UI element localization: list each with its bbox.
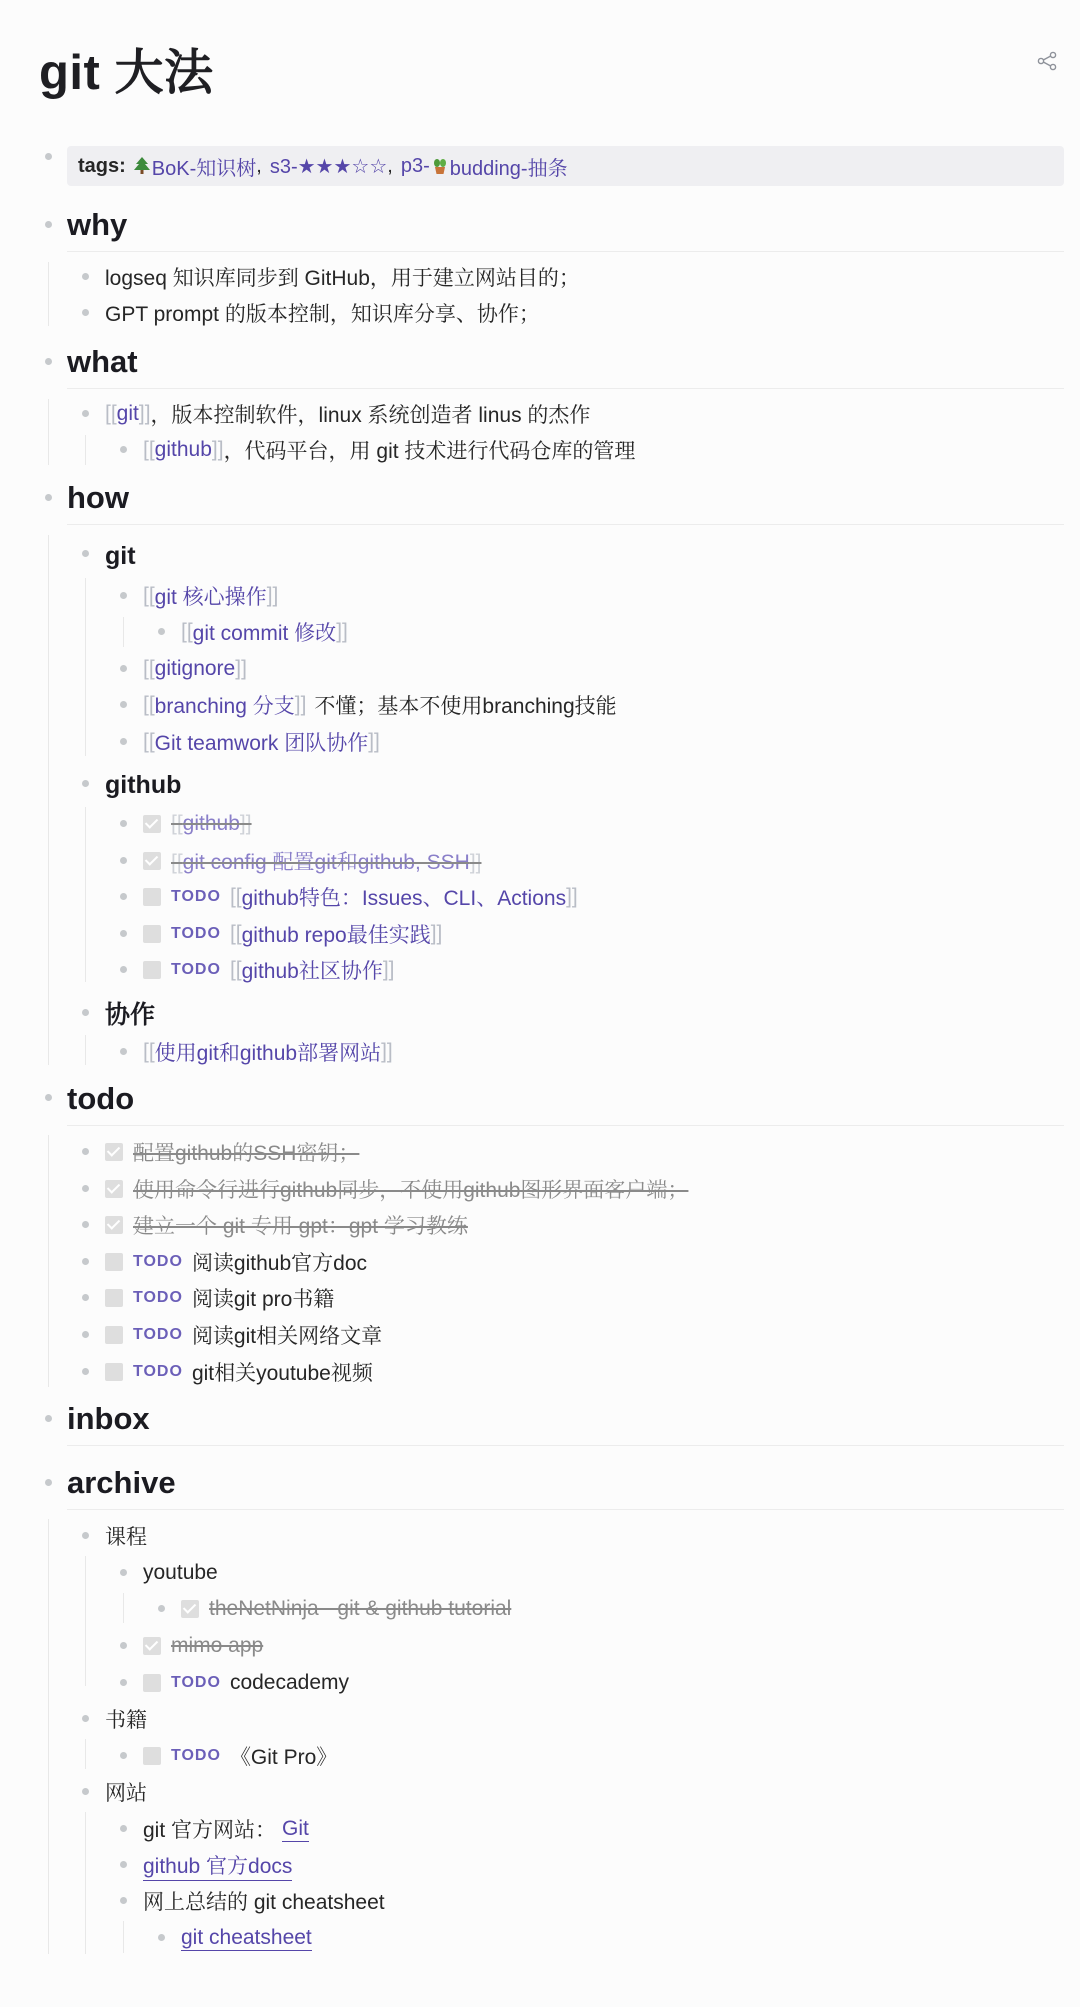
- bullet[interactable]: [120, 1752, 127, 1759]
- archive-official-site: [143, 1813, 309, 1845]
- link-bracket-close: ]]: [430, 922, 443, 945]
- graph-view-icon[interactable]: [1036, 50, 1058, 72]
- gitignore-block: [143, 653, 247, 685]
- done-text[interactable]: mimo app: [171, 1634, 264, 1657]
- link-bracket-close: ]]: [294, 693, 307, 716]
- link-bracket-open: [[: [229, 885, 242, 908]
- checkbox-checked[interactable]: [143, 1637, 161, 1655]
- checkbox[interactable]: [105, 1253, 123, 1271]
- external-link-cheatsheet[interactable]: git cheatsheet: [181, 1925, 312, 1949]
- page-link-git-commit[interactable]: git commit 修改: [192, 622, 337, 645]
- todo-text[interactable]: 阅读git相关网络文章: [191, 1325, 383, 1348]
- done-text[interactable]: theNetNinja - git & github tutorial: [209, 1597, 512, 1620]
- page-title[interactable]: git 大法: [39, 46, 214, 100]
- what-git-text: ，版本控制软件，linux 系统创造者 linus 的杰作: [150, 404, 591, 427]
- heading-what[interactable]: what: [67, 344, 138, 379]
- archive-gitpro: [143, 1740, 337, 1772]
- git-core-block: [143, 580, 278, 612]
- page-link-gitignore[interactable]: gitignore: [154, 657, 236, 680]
- tree-emoji-icon: [134, 157, 150, 175]
- link-bracket-close: ]]: [368, 730, 380, 753]
- bullet[interactable]: [120, 1642, 127, 1649]
- todo-item-4: [105, 1356, 373, 1388]
- bullet[interactable]: [82, 1294, 89, 1301]
- link-bracket-close: ]]: [138, 402, 151, 425]
- bullet[interactable]: [120, 930, 127, 937]
- children-guide: [48, 262, 49, 326]
- link-bracket-close: ]]: [381, 1040, 393, 1063]
- children-guide: [48, 1135, 49, 1387]
- bullet[interactable]: [158, 1605, 165, 1612]
- todo-text[interactable]: 阅读github官方doc: [191, 1252, 368, 1275]
- bullet[interactable]: [120, 592, 127, 599]
- archive-codecademy: [143, 1667, 349, 1699]
- external-link-git[interactable]: Git: [282, 1816, 309, 1840]
- page-link-github-features[interactable]: github特色：Issues、CLI、Actions: [241, 887, 567, 910]
- bullet[interactable]: [82, 1221, 89, 1228]
- why-item-1[interactable]: logseq 知识库同步到 GitHub，用于建立网站目的；: [105, 267, 580, 290]
- page-link-git[interactable]: git: [116, 402, 139, 425]
- bullet[interactable]: [120, 820, 127, 827]
- bullet[interactable]: [82, 1148, 89, 1155]
- page-link-github[interactable]: github: [154, 438, 212, 461]
- tag-bok[interactable]: BoK-知识树: [151, 157, 257, 180]
- heading-how-git[interactable]: git: [105, 541, 136, 570]
- github-done-2: [143, 845, 481, 877]
- bullet[interactable]: [120, 1897, 127, 1904]
- archive-books[interactable]: 书籍: [105, 1709, 147, 1732]
- todo-marker[interactable]: TODO: [171, 888, 221, 905]
- todo-marker[interactable]: TODO: [171, 961, 221, 978]
- tag-separator: ,: [256, 154, 262, 177]
- github-done-1: [143, 808, 252, 840]
- todo-text[interactable]: codecademy: [229, 1671, 350, 1694]
- bullet[interactable]: [120, 857, 127, 864]
- heading-archive[interactable]: archive: [67, 1465, 176, 1500]
- children-guide: [85, 578, 86, 756]
- heading-divider: [67, 388, 1064, 389]
- link-bracket-close: ]]: [266, 584, 279, 607]
- page-link-deploy[interactable]: 使用git和github部署网站: [154, 1042, 382, 1065]
- todo-done-1: [105, 1136, 359, 1168]
- done-text[interactable]: 使用命令行进行github同步，不使用github图形界面客户端；: [133, 1179, 689, 1202]
- bullet[interactable]: [45, 494, 52, 501]
- todo-marker[interactable]: TODO: [133, 1289, 183, 1306]
- page-link-github-repo[interactable]: github repo最佳实践: [241, 924, 431, 947]
- children-guide: [85, 1812, 86, 1954]
- link-bracket-open: [[: [143, 730, 155, 753]
- children-guide: [85, 1739, 86, 1769]
- bullet[interactable]: [120, 966, 127, 973]
- checkbox-checked[interactable]: [105, 1216, 123, 1234]
- todo-item-1: [105, 1246, 367, 1278]
- heading-divider: [67, 251, 1064, 252]
- page-link-github-community[interactable]: github社区协作: [241, 960, 383, 983]
- todo-item-2: [105, 1282, 334, 1314]
- bullet[interactable]: [45, 358, 52, 365]
- external-link-github-docs[interactable]: github 官方docs: [143, 1850, 292, 1881]
- link-bracket-open: [[: [143, 584, 155, 607]
- link-bracket-close: ]]: [239, 812, 252, 835]
- children-guide: [48, 399, 49, 465]
- bullet[interactable]: [120, 1048, 127, 1055]
- bullet[interactable]: [120, 893, 127, 900]
- link-bracket-open: [[: [171, 851, 183, 874]
- done-text[interactable]: 建立一个 git 专用 gpt：gpt 学习教练: [133, 1215, 468, 1238]
- checkbox-checked[interactable]: [143, 815, 161, 833]
- checkbox-checked[interactable]: [181, 1600, 199, 1618]
- checkbox[interactable]: [143, 961, 161, 979]
- bullet[interactable]: [120, 665, 127, 672]
- checkbox-checked[interactable]: [143, 852, 161, 870]
- link-bracket-open: [[: [143, 693, 155, 716]
- done-text: [171, 812, 252, 836]
- branching-block: [143, 689, 617, 721]
- heading-divider: [67, 1509, 1064, 1510]
- todo-marker[interactable]: TODO: [171, 925, 221, 942]
- bullet[interactable]: [158, 628, 165, 635]
- children-guide: [48, 535, 49, 1065]
- page-link-teamwork[interactable]: Git teamwork 团队协作: [154, 732, 369, 755]
- checkbox[interactable]: [143, 1674, 161, 1692]
- github-todo-2: [143, 918, 442, 950]
- archive-sites[interactable]: 网站: [105, 1782, 147, 1805]
- link-bracket-close: ]]: [336, 620, 348, 643]
- checkbox[interactable]: [143, 1747, 161, 1765]
- tag-budding[interactable]: budding-抽条: [449, 157, 568, 180]
- link-bracket-close: ]]: [382, 958, 395, 981]
- heading-how-collab[interactable]: 协作: [105, 1001, 156, 1029]
- archive-cheatsheet-link: [181, 1922, 312, 1954]
- todo-marker[interactable]: TODO: [133, 1363, 183, 1380]
- link-bracket-open: [[: [143, 438, 155, 461]
- bullet[interactable]: [82, 1788, 89, 1795]
- github-todo-1: [143, 881, 578, 913]
- archive-mimo: [143, 1630, 263, 1662]
- heading-how-github[interactable]: github: [105, 770, 182, 799]
- done-text[interactable]: 配置github的SSH密钥；: [133, 1142, 360, 1165]
- todo-marker[interactable]: TODO: [171, 1747, 221, 1764]
- bullet[interactable]: [82, 1009, 89, 1016]
- bullet[interactable]: [120, 701, 127, 708]
- heading-inbox[interactable]: inbox: [67, 1401, 150, 1436]
- done-text: [171, 846, 481, 876]
- bullet[interactable]: [82, 309, 89, 316]
- children-guide: [123, 617, 124, 647]
- link-bracket-open: [[: [143, 1040, 155, 1063]
- todo-marker[interactable]: TODO: [133, 1326, 183, 1343]
- page-link-git-core[interactable]: git 核心操作: [154, 586, 267, 609]
- heading-divider: [67, 1445, 1064, 1446]
- git-commit-block: [181, 616, 348, 648]
- checkbox[interactable]: [105, 1363, 123, 1381]
- bullet[interactable]: [82, 410, 89, 417]
- bullet[interactable]: [45, 221, 52, 228]
- bullet[interactable]: [82, 1258, 89, 1265]
- heading-how[interactable]: how: [67, 480, 129, 515]
- page-link-git-config[interactable]: git config 配置git和github, SSH: [182, 851, 470, 874]
- checkbox[interactable]: [143, 888, 161, 906]
- link-bracket-open: [[: [171, 812, 183, 835]
- bullet[interactable]: [82, 780, 89, 787]
- children-guide: [123, 1921, 124, 1953]
- heading-todo[interactable]: todo: [67, 1081, 135, 1116]
- page-link-github-done[interactable]: github: [182, 812, 240, 835]
- teamwork-block: [143, 726, 380, 758]
- tag-stars[interactable]: s3-★★★☆☆: [269, 155, 388, 178]
- children-guide: [123, 1593, 124, 1623]
- link-bracket-open: [[: [181, 620, 193, 643]
- why-item-2[interactable]: GPT prompt 的版本控制，知识库分享、协作；: [105, 303, 540, 326]
- link-bracket-close: ]]: [566, 885, 578, 908]
- potted-plant-emoji-icon: [432, 157, 448, 175]
- tag-separator: ,: [387, 154, 393, 177]
- tag-p3-prefix[interactable]: p3-: [400, 154, 430, 177]
- bullet[interactable]: [82, 1715, 89, 1722]
- bullet[interactable]: [45, 1415, 52, 1422]
- todo-text[interactable]: 《Git Pro》: [229, 1746, 338, 1769]
- official-site-label: git 官方网站：: [143, 1819, 277, 1842]
- what-github-text: ，代码平台，用 git 技术进行代码仓库的管理: [223, 440, 636, 463]
- branching-note: 不懂；基本不使用branching技能: [314, 695, 617, 718]
- bullet[interactable]: [158, 1934, 165, 1941]
- tags-property: [67, 146, 1064, 186]
- archive-youtube[interactable]: youtube: [143, 1561, 218, 1584]
- link-bracket-open: [[: [229, 922, 242, 945]
- heading-why[interactable]: why: [67, 207, 128, 242]
- children-guide: [85, 1556, 86, 1686]
- todo-done-3: [105, 1209, 468, 1241]
- todo-marker[interactable]: TODO: [171, 1674, 221, 1691]
- link-bracket-open: [[: [229, 958, 242, 981]
- todo-done-2: [105, 1173, 688, 1205]
- heading-divider: [67, 524, 1064, 525]
- bullet[interactable]: [120, 738, 127, 745]
- link-bracket-open: [[: [105, 402, 117, 425]
- todo-text[interactable]: git相关youtube视频: [191, 1362, 373, 1385]
- bullet[interactable]: [82, 273, 89, 280]
- archive-netninja: [181, 1593, 511, 1625]
- what-git-block: [105, 398, 590, 430]
- heading-divider: [67, 1125, 1064, 1126]
- deploy-block: [143, 1036, 393, 1068]
- what-github-block: [143, 434, 635, 466]
- bullet[interactable]: [120, 1569, 127, 1576]
- tags-label: tags:: [78, 154, 126, 177]
- children-guide: [48, 1519, 49, 1954]
- link-bracket-close: ]]: [235, 657, 247, 680]
- children-guide: [85, 1035, 86, 1065]
- archive-courses[interactable]: 课程: [105, 1526, 147, 1549]
- bullet[interactable]: [120, 1679, 127, 1686]
- bullet[interactable]: [45, 153, 52, 160]
- link-bracket-open: [[: [143, 657, 155, 680]
- link-bracket-close: ]]: [211, 438, 224, 461]
- bullet[interactable]: [82, 1185, 89, 1192]
- todo-text[interactable]: 阅读git pro书籍: [191, 1288, 335, 1311]
- github-todo-3: [143, 954, 395, 986]
- archive-github-docs: [143, 1849, 292, 1881]
- checkbox-checked[interactable]: [105, 1180, 123, 1198]
- checkbox[interactable]: [105, 1326, 123, 1344]
- todo-marker[interactable]: TODO: [133, 1253, 183, 1270]
- bullet[interactable]: [120, 446, 127, 453]
- page-link-branching[interactable]: branching 分支: [154, 695, 295, 718]
- archive-cheatsheet-text[interactable]: 网上总结的 git cheatsheet: [143, 1891, 385, 1914]
- bullet[interactable]: [82, 1331, 89, 1338]
- link-bracket-close: ]]: [469, 851, 482, 874]
- bullet[interactable]: [82, 1368, 89, 1375]
- checkbox[interactable]: [105, 1289, 123, 1307]
- children-guide: [85, 807, 86, 982]
- todo-item-3: [105, 1319, 382, 1351]
- checkbox-checked[interactable]: [105, 1143, 123, 1161]
- checkbox[interactable]: [143, 925, 161, 943]
- bullet[interactable]: [120, 1861, 127, 1868]
- bullet[interactable]: [120, 1825, 127, 1832]
- bullet[interactable]: [82, 550, 89, 557]
- bullet[interactable]: [45, 1479, 52, 1486]
- bullet[interactable]: [82, 1532, 89, 1539]
- children-guide: [85, 435, 86, 465]
- bullet[interactable]: [45, 1094, 52, 1101]
